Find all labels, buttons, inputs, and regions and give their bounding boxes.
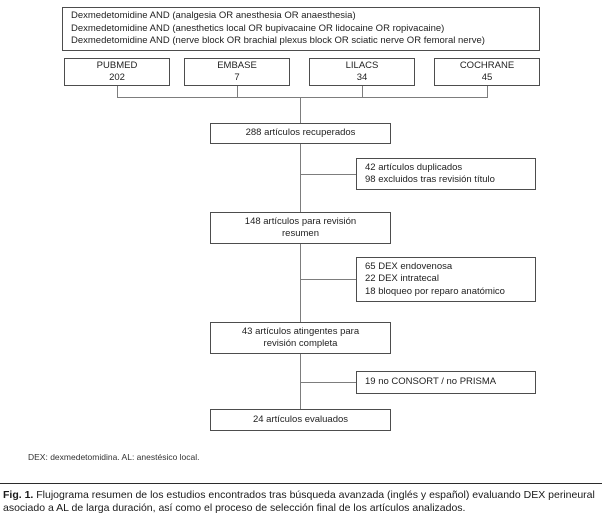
search-query-box: [62, 7, 540, 51]
exclusion-line: 19 no CONSORT / no PRISMA: [365, 376, 497, 388]
database-box-lilacs: [309, 58, 415, 86]
database-count: 34: [356, 72, 368, 83]
figure-caption: [0, 483, 602, 516]
exclusion-line: 98 excluidos tras revisión título: [365, 174, 495, 185]
database-name: EMBASE: [217, 59, 257, 71]
flow-box-label: 148 artículos para revisión: [244, 215, 357, 227]
connector-line: [487, 86, 488, 97]
search-query-line: Dexmedetomidine AND (anesthetics local OR bupivacaine OR lidocaine OR ropivacaine): [71, 22, 445, 34]
database-count: 7: [234, 72, 240, 83]
figure-caption-text: Flujograma resumen de los estudios encontrados tras búsqueda avanzada (inglés y español) evaluando DEX perineural asociado a AL de larga duración, así como el proceso de selección final de los artículos analizados.: [3, 489, 595, 515]
database-box-pubmed: [64, 58, 170, 86]
connector-line: [117, 86, 118, 97]
exclusion-line: 22 DEX intratecal: [365, 273, 439, 285]
flow-box-full-review: [210, 322, 391, 354]
connector-line: [300, 144, 301, 212]
flow-box-label: 24 artículos evaluados: [252, 413, 349, 425]
connector-line: [237, 86, 238, 97]
exclusion-line: 18 bloqueo por reparo anatómico: [365, 285, 505, 297]
connector-line: [300, 244, 301, 322]
connector-line: [362, 86, 363, 97]
figure-caption-label: Fig. 1.: [3, 489, 34, 501]
exclusion-line: 65 DEX endovenosa: [365, 260, 453, 272]
flow-box-abstract-review: [210, 212, 391, 244]
flow-box-label: resumen: [282, 228, 319, 239]
database-count: 45: [481, 72, 493, 83]
exclusion-box-dex-routes: [356, 257, 536, 302]
connector-line: [301, 279, 356, 280]
connector-line: [301, 382, 356, 383]
database-box-embase: [184, 58, 290, 86]
flow-box-retrieved: [210, 123, 391, 144]
exclusion-box-no-consort-prisma: [356, 371, 536, 394]
database-name: PUBMED: [96, 59, 138, 71]
flow-box-label: 43 artículos atingentes para: [241, 325, 360, 337]
flow-box-label: 288 artículos recuperados: [245, 127, 356, 139]
database-name: LILACS: [345, 59, 379, 71]
connector-line: [300, 97, 301, 123]
exclusion-box-duplicates: [356, 158, 536, 190]
database-box-cochrane: [434, 58, 540, 86]
connector-line: [301, 174, 356, 175]
connector-line: [117, 97, 488, 98]
search-query-line: Dexmedetomidine AND (nerve block OR brachial plexus block OR sciatic nerve OR femoral nerve): [71, 35, 485, 47]
flow-box-label: revisión completa: [263, 338, 338, 349]
flow-box-evaluated: [210, 409, 391, 431]
exclusion-line: 42 artículos duplicados: [365, 161, 463, 173]
database-count: 202: [109, 72, 125, 83]
abbreviations-footnote: DEX: dexmedetomidina. AL: anestésico local.: [28, 452, 200, 462]
database-name: COCHRANE: [459, 59, 515, 71]
search-query-line: Dexmedetomidine AND (analgesia OR anesthesia OR anaesthesia): [71, 10, 356, 22]
